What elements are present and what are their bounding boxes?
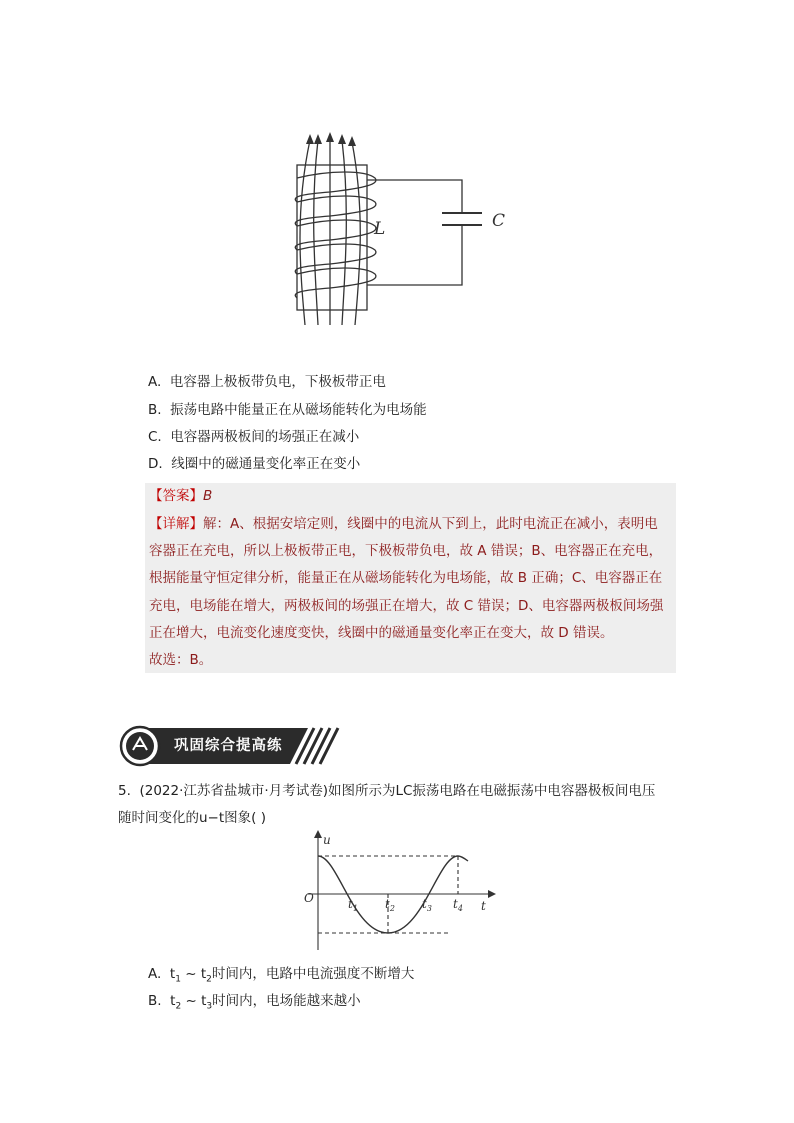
inductor-label: L (374, 219, 386, 239)
lc-circuit-figure (270, 130, 530, 330)
x-arrow-icon (488, 890, 496, 898)
answer-line: 【答案】B (149, 488, 213, 504)
option-b: B. 振荡电路中能量正在从磁场能转化为电场能 (148, 402, 427, 418)
detail-line-3: 根据能量守恒定律分析，能量正在从磁场能转化为电场能，故 B 正确；C、电容器正在 (149, 570, 663, 586)
q5-option-b: B. $t_2$ ~ $t_3$时间内，电场能越来越小 (148, 993, 361, 1012)
arrow-head-icon (314, 134, 322, 144)
x-axis-label: t (481, 899, 486, 913)
t1-label: $t_1$ (348, 897, 358, 913)
detail-line-2: 容器正在充电，所以上极板带正电，下极板带负电，故 A 错误；B、电容器正在充电， (149, 543, 663, 559)
arrow-head-icon (348, 136, 356, 146)
ut-graph (298, 828, 498, 958)
question5-line2: 随时间变化的u−t图象( ) (118, 810, 266, 826)
arrow-head-icon (326, 132, 334, 142)
arrow-head-icon (306, 134, 314, 144)
detail-line-4: 充电，电场能在增大，两极板间的场强正在增大，故 C 错误；D、电容器两极板间场强 (149, 598, 664, 614)
t3-label: $t_3$ (422, 897, 432, 913)
section-title: 巩固综合提高练 (174, 738, 283, 754)
y-axis-label: u (323, 833, 331, 847)
arrow-head-icon (338, 134, 346, 144)
field-line (314, 140, 318, 325)
field-line (342, 140, 346, 325)
origin-label: O (304, 891, 314, 905)
option-d: D. 线圈中的磁通量变化率正在变小 (148, 456, 361, 472)
question5-line1: 5. (2022·江苏省盐城市·月考试卷)如图所示为LC振荡电路在电磁振荡中电容器极板间电压 (118, 783, 656, 799)
option-a: A. 电容器上极板带负电，下极板带正电 (148, 374, 386, 390)
t2-label: $t_2$ (385, 897, 395, 913)
conclusion-line: 故选：B。 (149, 652, 213, 668)
field-line (352, 142, 360, 325)
capacitor-label: C (492, 211, 506, 231)
y-arrow-icon (314, 830, 322, 838)
field-line (300, 140, 310, 325)
t4-label: $t_4$ (453, 897, 463, 913)
coil-turn (295, 268, 376, 298)
detail-line-1: 【详解】解：A、根据安培定则，线圈中的电流从下到上，此时电流正在减小，表明电 (149, 516, 658, 532)
detail-line-5: 正在增大，电流变化速度变快，线圈中的磁通量变化率正在变大，故 D 错误。 (149, 625, 614, 641)
option-c: C. 电容器两极板间的场强正在减小 (148, 429, 360, 445)
q5-option-a: A. $t_1$ ~ $t_2$时间内，电路中电流强度不断增大 (148, 966, 415, 985)
